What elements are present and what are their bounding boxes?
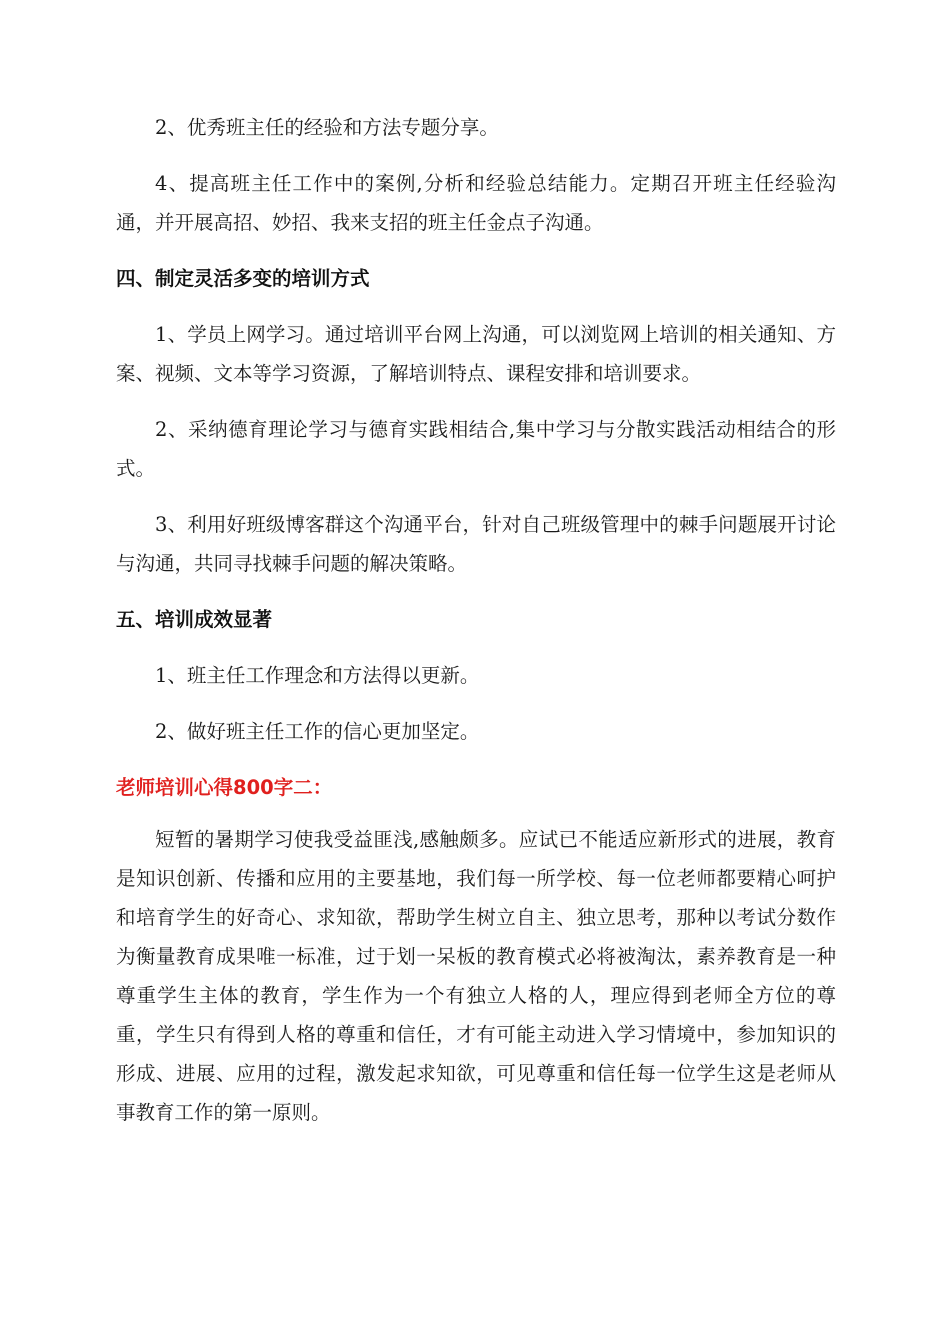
paragraph-result-2: 2、做好班主任工作的信心更加坚定。: [155, 720, 480, 743]
paragraph-item-2: 2、优秀班主任的经验和方法专题分享。: [155, 116, 499, 139]
paragraph-theory-practice: 2、采纳德育理论学习与德育实践相结合,集中学习与分散实践活动相结合的形式。: [116, 418, 836, 480]
section-heading-5: 五、培训成效显著: [116, 608, 273, 631]
red-section-heading: 老师培训心得800字二：: [116, 776, 333, 799]
paragraph-reflection: 短暂的暑期学习使我受益匪浅,感触颇多。应试已不能适应新形式的进展，教育是知识创新、传播和应用的主要基地，我们每一所学校、每一位老师都要精心呵护和培育学生的好奇心、求知欲，帮助学生树立自主、独立思考，那种以考试分数作为衡量教育成果唯一标准，过于划一呆板的教育模式必将被淘汰，素养教育是一种尊重学生主体的教育，学生作为一个有独立人格的人，理应得到老师全方位的尊重，学生只有得到人格的尊重和信任，才有可能主动进入学习情境中，参加知识的形成、进展、应用的过程，激发起求知欲，可见尊重和信任每一位学生这是老师从事教育工作的第一原则。: [116, 828, 836, 1124]
paragraph-result-1: 1、班主任工作理念和方法得以更新。: [155, 664, 480, 687]
paragraph-blog-platform: 3、利用好班级博客群这个沟通平台，针对自己班级管理中的棘手问题展开讨论与沟通，共同寻找棘手问题的解决策略。: [116, 513, 836, 575]
paragraph-online-learning: 1、学员上网学习。通过培训平台网上沟通，可以浏览网上培训的相关通知、方案、视频、文本等学习资源，了解培训特点、课程安排和培训要求。: [116, 323, 836, 385]
section-heading-4: 四、制定灵活多变的培训方式: [116, 267, 370, 290]
paragraph-item-4: 4、提高班主任工作中的案例,分析和经验总结能力。定期召开班主任经验沟通，并开展高招、妙招、我来支招的班主任金点子沟通。: [116, 172, 836, 234]
document-page: [116, 108, 836, 1132]
